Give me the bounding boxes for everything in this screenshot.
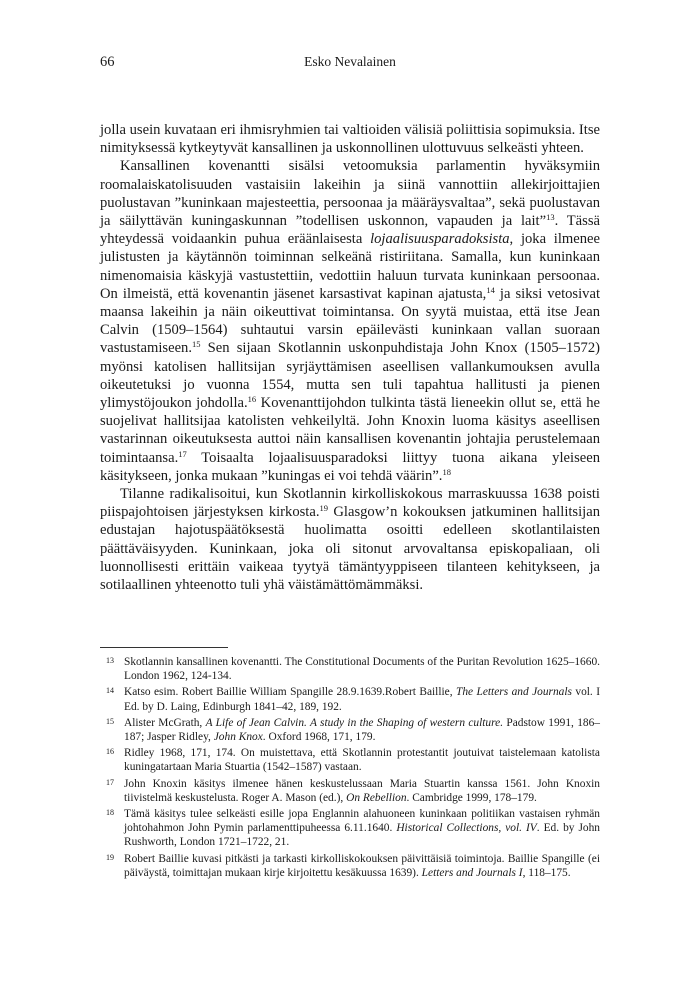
text-run: Skotlannin kansallinen kovenantti. The Constitutional Documents of the Puritan Revolution 1625–1660. London 1962, 124-134. — [124, 656, 600, 683]
footnote-reference: 13 — [546, 212, 555, 223]
text-run: Ridley 1968, 171, 174. On muistettava, että Skotlannin protestantit joutuivat taistelemaan katolista kuningatartaan Maria Stuartia (1542–1587) vastaan. — [124, 747, 600, 774]
footnote-reference: 16 — [247, 394, 257, 405]
text-run: , 118–175. — [522, 866, 571, 879]
footnote-number: 18 — [106, 808, 114, 818]
page-number: 66 — [100, 54, 115, 70]
text-run: . Oxford 1968, 171, 179. — [262, 731, 376, 744]
page-header — [100, 54, 600, 74]
body-text — [100, 121, 600, 594]
text-run: . Cambridge 1999, 178–179. — [406, 791, 537, 804]
footnote — [100, 655, 600, 683]
italic-text: John Knox — [213, 731, 263, 744]
text-run: Kovenanttijohdon tulkinta tästä lieneekin ollut se, että he suojelivat hallitsijaa katolisten vehkeilyltä. John Knoxin luoma käsitys aseellisen vastarinnan oikeutuksesta auttoi näin kansallisen kovenantin johtajia perustelemaan toimintaansa. — [100, 395, 600, 466]
italic-text: On Rebellion — [346, 791, 407, 804]
text-run: Toisaalta lojaalisuusparadoksi liittyy tuona aikana yleiseen käsitykseen, jonka mukaan ”kuningas ei voi tehdä väärin”. — [100, 449, 600, 484]
footnote — [100, 746, 600, 774]
footnote — [100, 777, 600, 805]
running-head: Esko Nevalainen — [304, 54, 396, 69]
footnote-reference: 19 — [319, 503, 328, 514]
text-run: Tämä käsitys tulee selkeästi esille jopa Englannin alahuoneen kuninkaan politiikan vastaisen ryhmän johtohahmon John Pymin parlamenttipuheessa 6.11.1640. — [124, 808, 600, 835]
footnote-divider — [100, 647, 228, 648]
text-run: Alister McGrath, — [124, 716, 206, 729]
paragraph — [100, 121, 600, 157]
footnote-number: 13 — [106, 656, 114, 665]
footnote-number: 15 — [106, 716, 114, 726]
footnote — [100, 852, 600, 880]
footnote-reference: 15 — [192, 339, 201, 350]
footnote-number: 19 — [106, 852, 114, 862]
paragraph — [100, 485, 600, 594]
italic-text: Historical Collections, vol. IV — [396, 822, 537, 835]
footnote-number: 16 — [106, 747, 114, 757]
footnote — [100, 807, 600, 850]
paragraph — [100, 157, 600, 485]
footnote-reference: 14 — [486, 284, 495, 295]
italic-text: A Life of Jean Calvin. A study in the Shaping of western culture. — [205, 716, 504, 729]
italic-text: Letters and Journals I — [421, 866, 523, 879]
text-run: Kansallinen kovenantti sisälsi vetoomuksia parlamentin hyväksymiin roomalaiskatolisuuden vastaisiin lakeihin ja siinä vannottiin allekirjoittajien puolustavan ”kuninkaan majesteettia, persoonaa ja määräysvaltaa”, sekä puolustavan ja säilyttävän kuningaskunnan ”todellisen uskonnon, vapauden ja lait” — [100, 158, 600, 230]
footnote-number: 14 — [106, 686, 114, 696]
italic-text: lojaalisuusparadoksista — [370, 231, 510, 248]
footnote-number: 17 — [106, 777, 114, 787]
italic-text: The Letters and Journals — [456, 686, 572, 699]
footnote-reference: 18 — [442, 466, 451, 477]
text-run: John Knoxin käsitys ilmenee hänen keskustelussaan Maria Stuartin kanssa 1561. John Knoxin tiivistelmä keskustelusta. Roger A. Mason (ed.), — [124, 777, 600, 804]
text-run: vol. I Ed. by D. Laing, Edinburgh 1841–42, 189, 192. — [124, 686, 600, 713]
text-run: Glasgow’n kokouksen jatkuminen hallitsijan edustajan hajotuspäätöksestä huolimatta osoitti edelleen skotlantilaisten päättäväisyyden. Kuninkaan, joka oli sitonut arvovaltansa episkopaliaan, oli luonnollisesti erittäin vaikeaa tyytyä tämäntyyppiseen tilanteen kehitykseen, ja sotilaallinen yhteenotto tuli yhä väistämättömämmäksi. — [100, 504, 600, 594]
text-run: . Ed. by John Rushworth, London 1721–1722, 21. — [124, 822, 600, 849]
footnote — [100, 716, 600, 744]
text-run: jolla usein kuvataan eri ihmisryhmien tai valtioiden välisiä poliittisia sopimuksia. Itse nimityksessä kytkeytyvät kansallinen ja uskonnollinen ulottuvuus selkeästi yhteen. — [100, 122, 600, 157]
footnote-reference: 17 — [178, 448, 187, 459]
text-run: ja siksi vetosivat maansa lakeihin ja näin oikeuttivat toimintansa. On syytä muistaa, että itse Jean Calvin (1509–1564) suhtautui varsin epäilevästi kuninkaan vallan suoraan vastustamiseen. — [100, 285, 600, 357]
text-run: Padstow 1991, 186–187; Jasper Ridley, — [124, 716, 600, 744]
text-run: Sen sijaan Skotlannin uskonpuhdistaja John Knox (1505–1572) myönsi katolisen hallitsijan syrjäyttämisen aseellisen vallankumouksen avulla oikeutetuksi jo vuonna 1554, mutta sen tuli tapahtua hallitusti ja pienen ylimystöjoukon johdolla. — [100, 340, 600, 412]
text-run: Katso esim. Robert Baillie William Spangille 28.9.1639.Robert Baillie, — [124, 686, 456, 699]
footnote — [100, 685, 600, 713]
text-run: Tilanne radikalisoitui, kun Skotlannin kirkolliskokous marraskuussa 1638 poisti piispajohtoisen järjestyksen kirkosta. — [100, 486, 600, 521]
text-run: , joka ilmenee julistusten ja käytännön toiminnan selkeänä ristiriitana. Samalla, kun kuninkaan nimenomaisia käskyjä vastustettiin, vedottiin haluun turvata kuninkaan persoonaa. On ilmeistä, että kovenantin jäsenet karsastivat kapinan ajatusta, — [100, 231, 601, 302]
text-run: . Tässä yhteydessä voidaankin puhua eräänlaisesta — [100, 213, 600, 248]
footnotes — [100, 655, 600, 882]
text-run: Robert Baillie kuvasi pitkästi ja tarkasti kirkolliskokouksen päivittäisiä toimintoja. Baillie Spangille (ei päiväystä, toimittajan mukaan kirje kirjoitettu kesäkuussa 1639). — [124, 852, 600, 879]
